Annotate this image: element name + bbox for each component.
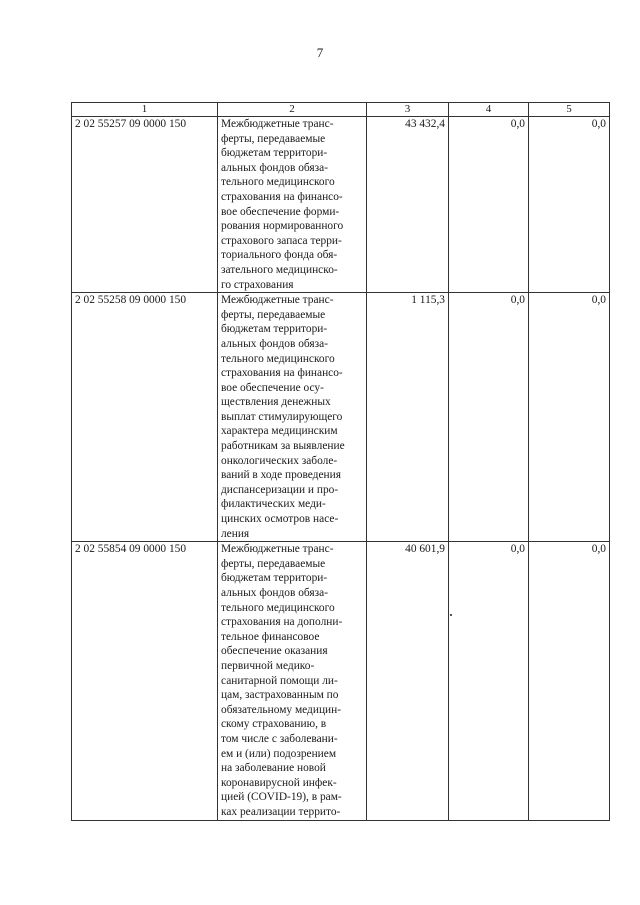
- description-line: ферты, передаваемые: [221, 308, 326, 321]
- budget-code-cell: 2 02 55258 09 0000 150: [72, 293, 218, 542]
- column-header-1: 1: [72, 103, 218, 117]
- amount-cell-col5: 0,0: [529, 117, 610, 293]
- table-row: [72, 117, 610, 293]
- scan-speck: [450, 614, 452, 616]
- description-line: выплат стимулирующего: [221, 410, 343, 423]
- description-line: обязательному медицин-: [221, 703, 342, 716]
- description-line: первичной медико-: [221, 659, 315, 672]
- description-line: рования нормированного: [221, 220, 344, 233]
- description-line: филактических меди-: [221, 498, 326, 511]
- description-line: го страхования: [221, 278, 294, 291]
- table-header-row: [72, 103, 610, 117]
- description-line: страхования на дополни-: [221, 616, 343, 629]
- description-cell: [218, 293, 367, 542]
- description-line: ферты, передаваемые: [221, 557, 326, 570]
- description-line: ториального фонда обя-: [221, 249, 338, 262]
- description-line: альных фондов обяза-: [221, 337, 329, 350]
- budget-table: [71, 102, 610, 821]
- description-line: страхования на финансо-: [221, 190, 343, 203]
- description-line: Межбюджетные транс-: [221, 118, 334, 130]
- description-line: характера медицинским: [221, 425, 338, 438]
- description-line: ществления денежных: [221, 396, 331, 409]
- description-line: альных фондов обяза-: [221, 161, 329, 174]
- amount-cell-col3: 40 601,9: [367, 542, 449, 820]
- amount-cell-col4: 0,0: [449, 117, 529, 293]
- description-line: диспансеризации и про-: [221, 483, 339, 496]
- description-line: обеспечение оказания: [221, 645, 328, 658]
- description-line: скому страхованию, в: [221, 718, 327, 731]
- table-row: [72, 293, 610, 542]
- description-line: страхового запаса терри-: [221, 234, 342, 247]
- table-row: [72, 542, 610, 820]
- column-header-4: 4: [449, 103, 529, 117]
- description-line: ем и (или) подозрением: [221, 747, 337, 760]
- description-line: страхования на финансо-: [221, 367, 343, 380]
- description-line: цией (COVID-19), в рам-: [221, 791, 342, 804]
- description-line: онкологических заболе-: [221, 454, 338, 467]
- budget-code-cell: 2 02 55854 09 0000 150: [72, 542, 218, 820]
- budget-code-cell: 2 02 55257 09 0000 150: [72, 117, 218, 293]
- description-line: ления: [221, 527, 250, 540]
- column-header-3: 3: [367, 103, 449, 117]
- description-line: зательного медицинско-: [221, 263, 338, 276]
- description-line: альных фондов обяза-: [221, 587, 329, 599]
- description-line: ках реализации террито-: [221, 805, 341, 818]
- description-line: ферты, передаваемые: [221, 132, 326, 145]
- description-cell: [218, 542, 367, 820]
- amount-cell-col3: 1 115,3: [367, 293, 449, 542]
- description-line: работникам за выявление: [221, 440, 345, 453]
- column-header-5: 5: [529, 103, 610, 117]
- description-line: Межбюджетные транс-: [221, 543, 334, 556]
- description-line: Межбюджетные транс-: [221, 294, 334, 307]
- description-line: на заболевание новой: [221, 762, 326, 775]
- description-line: цинских осмотров насе-: [221, 513, 339, 526]
- description-line: бюджетам территори-: [221, 323, 328, 336]
- description-line: тельного медицинского: [221, 601, 335, 614]
- amount-cell-col5: 0,0: [529, 293, 610, 542]
- amount-cell-col4: 0,0: [449, 293, 529, 542]
- page-number: 7: [316, 45, 324, 60]
- amount-cell-col3: 43 432,4: [367, 117, 449, 293]
- amount-cell-col5: 0,0: [529, 542, 610, 820]
- description-line: бюджетам территори-: [221, 147, 328, 160]
- description-line: том числе с заболевани-: [221, 732, 338, 745]
- description-cell: [218, 117, 367, 293]
- column-header-2: 2: [218, 103, 367, 117]
- description-line: вое обеспечение осу-: [221, 381, 324, 394]
- description-line: коронавирусной инфек-: [221, 776, 337, 789]
- description-line: вое обеспечение форми-: [221, 205, 340, 218]
- description-line: тельного медицинского: [221, 176, 335, 189]
- description-line: бюджетам территори-: [221, 572, 328, 585]
- amount-cell-col4: 0,0: [449, 542, 529, 820]
- description-line: тельного медицинского: [221, 352, 335, 365]
- description-line: санитарной помощи ли-: [221, 674, 338, 687]
- description-line: цам, застрахованным по: [221, 689, 339, 702]
- description-line: тельное финансовое: [221, 630, 320, 643]
- description-line: ваний в ходе проведения: [221, 469, 341, 482]
